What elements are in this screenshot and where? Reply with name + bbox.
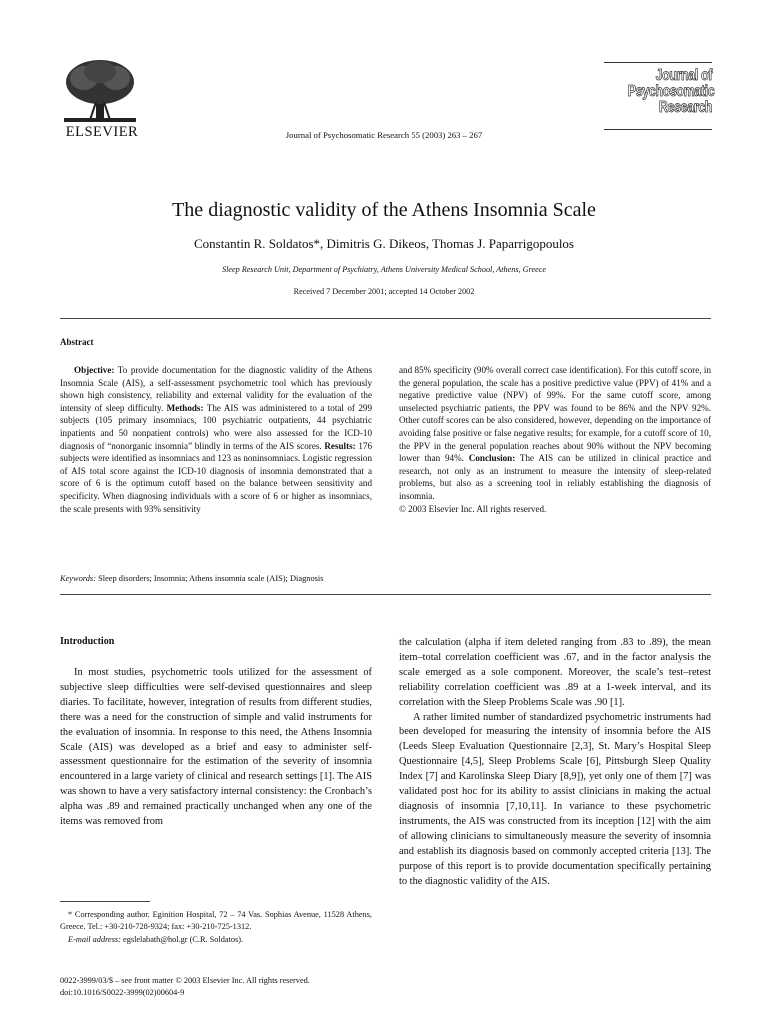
issn-line: 0022-3999/03/$ – see front matter © 2003 Elsevier Inc. All rights reserved. bbox=[60, 976, 310, 985]
copyright-line: © 2003 Elsevier Inc. All rights reserved. bbox=[399, 503, 547, 514]
article-authors: Constantin R. Soldatos*, Dimitris G. Dikeos, Thomas J. Paparrigopoulos bbox=[193, 236, 574, 251]
intro-left-column bbox=[60, 666, 372, 830]
journal-logo-line: Research bbox=[658, 99, 712, 116]
corresponding-author-text: * Corresponding author. Eginition Hospital, 72 – 74 Vas. Sophias Avenue, 11528 Athens, Greece. Tel.: +30-210-728-9324; fax: +30-210-725-1312. bbox=[60, 910, 372, 932]
header-divider bbox=[60, 318, 711, 319]
footnote-divider bbox=[60, 901, 150, 902]
results-label: Results: bbox=[324, 440, 356, 451]
publication-meta bbox=[60, 975, 390, 1000]
corresponding-author-footnote bbox=[60, 909, 372, 946]
intro-paragraph-1: In most studies, psychometric tools utilized for the assessment of subjective sleep difficulties were self-devised questionnaires and sleep diaries. To facilitate, however, integration of results from different studies, there was a need for the construction of simple and valid instruments for the evaluation of insomnia. In response to this need, the Athens Insomnia Scale (AIS) was developed as a brief and easy to administer self-assessment questionnaire for the estimation of the severity of insomnia encountered in a large variety of clinical and research settings [1]. The AIS was shown to have a very satisfactory internal consistency: the Cronbach’s alpha was .89 and remained practically unchanged when any one of the items was removed from bbox=[60, 667, 372, 828]
journal-citation: Journal of Psychosomatic Research 55 (2003) 263 – 267 bbox=[285, 130, 483, 140]
keywords bbox=[60, 574, 323, 583]
introduction-heading: Introduction bbox=[60, 636, 115, 647]
keywords-text: Sleep disorders; Insomnia; Athens insomnia scale (AIS); Diagnosis bbox=[95, 574, 324, 583]
article-title: The diagnostic validity of the Athens Insomnia Scale bbox=[172, 199, 596, 221]
author-affiliation: Sleep Research Unit, Department of Psychiatry, Athens University Medical School, Athens, Greece bbox=[221, 265, 546, 274]
doi-line: doi:10.1016/S0022-3999(02)00604-9 bbox=[60, 988, 185, 998]
keywords-label: Keywords: bbox=[60, 574, 96, 583]
intro-paragraph-1-continued: the calculation (alpha if item deleted ranging from .83 to .89), the mean item–total correlation coefficient was .67, and in the factor analysis the scale emerged as a sole component. Moreover, the scale’s test–retest reliability correlation coefficient was .89 at a 1-week interval, and its correlation with the Sleep Problems Scale was .90 [1]. bbox=[399, 637, 711, 708]
received-dates: Received 7 December 2001; accepted 14 October 2002 bbox=[293, 287, 475, 296]
results-text: 176 subjects were identified as insomniacs and 123 as noninsomniacs. Logistic regression of AIS total score against the ICD-10 diagnosis of insomnia demonstrated that a score of 6 is the optimum cutoff based on the balance between sensitivity and specificity. When diagnosing individuals with a score of 6 or higher as insomniacs, the scale presents with 93% sensitivity bbox=[60, 440, 372, 514]
objective-label: Objective: bbox=[74, 365, 115, 375]
journal-logo-line: Journal of bbox=[655, 67, 712, 84]
abstract-heading: Abstract bbox=[60, 337, 94, 347]
objective-text: To provide documentation for the diagnostic validity of the Athens Insomnia Scale (AIS), a self-assessment psychometric tool which has previously shown high consistency, reliability and external validity for the evaluation of the intensity of sleep difficulty. bbox=[60, 365, 372, 413]
abstract-divider bbox=[60, 594, 711, 595]
methods-text: The AIS was administered to a total of 299 subjects (105 primary insomniacs, 100 psychiatric outpatients, 44 psychiatric inpatients and 50 nonpatient controls) who were also assessed for the ICD-10 diagnosis of “nonorganic insomnia” blindly in terms of the AIS scores. bbox=[60, 402, 372, 451]
conclusion-text: The AIS can be utilized in clinical practice and research, not only as an instrument to measure the intensity of sleep-related problems, but also as a screening tool in reliably establishing the diagnosis of insomnia. bbox=[399, 453, 711, 501]
abstract-left-column bbox=[60, 364, 372, 515]
intro-right-column bbox=[399, 636, 711, 889]
results-text-continued: and 85% specificity (90% overall correct case identification). For this cutoff score, in the general population, the scale has a positive predictive value (PPV) of 41% and a negative predictive value (NPV) of 99%. For the same cutoff score, among unselected psychiatric patients, the PPV was found to be 86% and the NPV 92%. Other cutoff scores can be also considered, however, depending on the importance of avoiding false positive or false negative results; for example, for a cutoff score of 10, the PPV in the general population reaches about 90% without the NPV becoming lower than 94%. bbox=[399, 365, 711, 464]
publisher-name: ELSEVIER bbox=[65, 124, 139, 140]
journal-logo bbox=[604, 62, 715, 130]
methods-label: Methods: bbox=[166, 402, 204, 413]
intro-paragraph-2: A rather limited number of standardized psychometric instruments had been developed for measuring the intensity of insomnia before the AIS (Leeds Sleep Evaluation Questionnaire [2,3], St. Mary’s Hospital Sleep Questionnaire [4,5], Sleep Problems Scale [6], Pittsburgh Sleep Quality Index [7] and Karolinska Sleep Diary [8,9]), yet only one of them [7] was validated post hoc for its ability to assist clinicians in making the actual diagnosis of insomnia [7,10,11]. In variance to these psychometric instruments, the AIS was constructed from its inception [12] with the aim of allowing clinicians to simultaneously measure the severity of insomnia and establish its diagnosis based on commonly accepted criteria [13]. The purpose of this report is to provide documentation specifically pertaining to the diagnostic validity of the AIS. bbox=[399, 711, 711, 887]
abstract-right-column bbox=[399, 364, 711, 515]
email-label: E-mail address: bbox=[68, 934, 121, 944]
conclusion-label: Conclusion: bbox=[468, 453, 516, 464]
journal-logo-line: Psychosomatic bbox=[627, 83, 715, 100]
email-text: egslelabath@hol.gr (C.R. Soldatos). bbox=[120, 934, 244, 944]
